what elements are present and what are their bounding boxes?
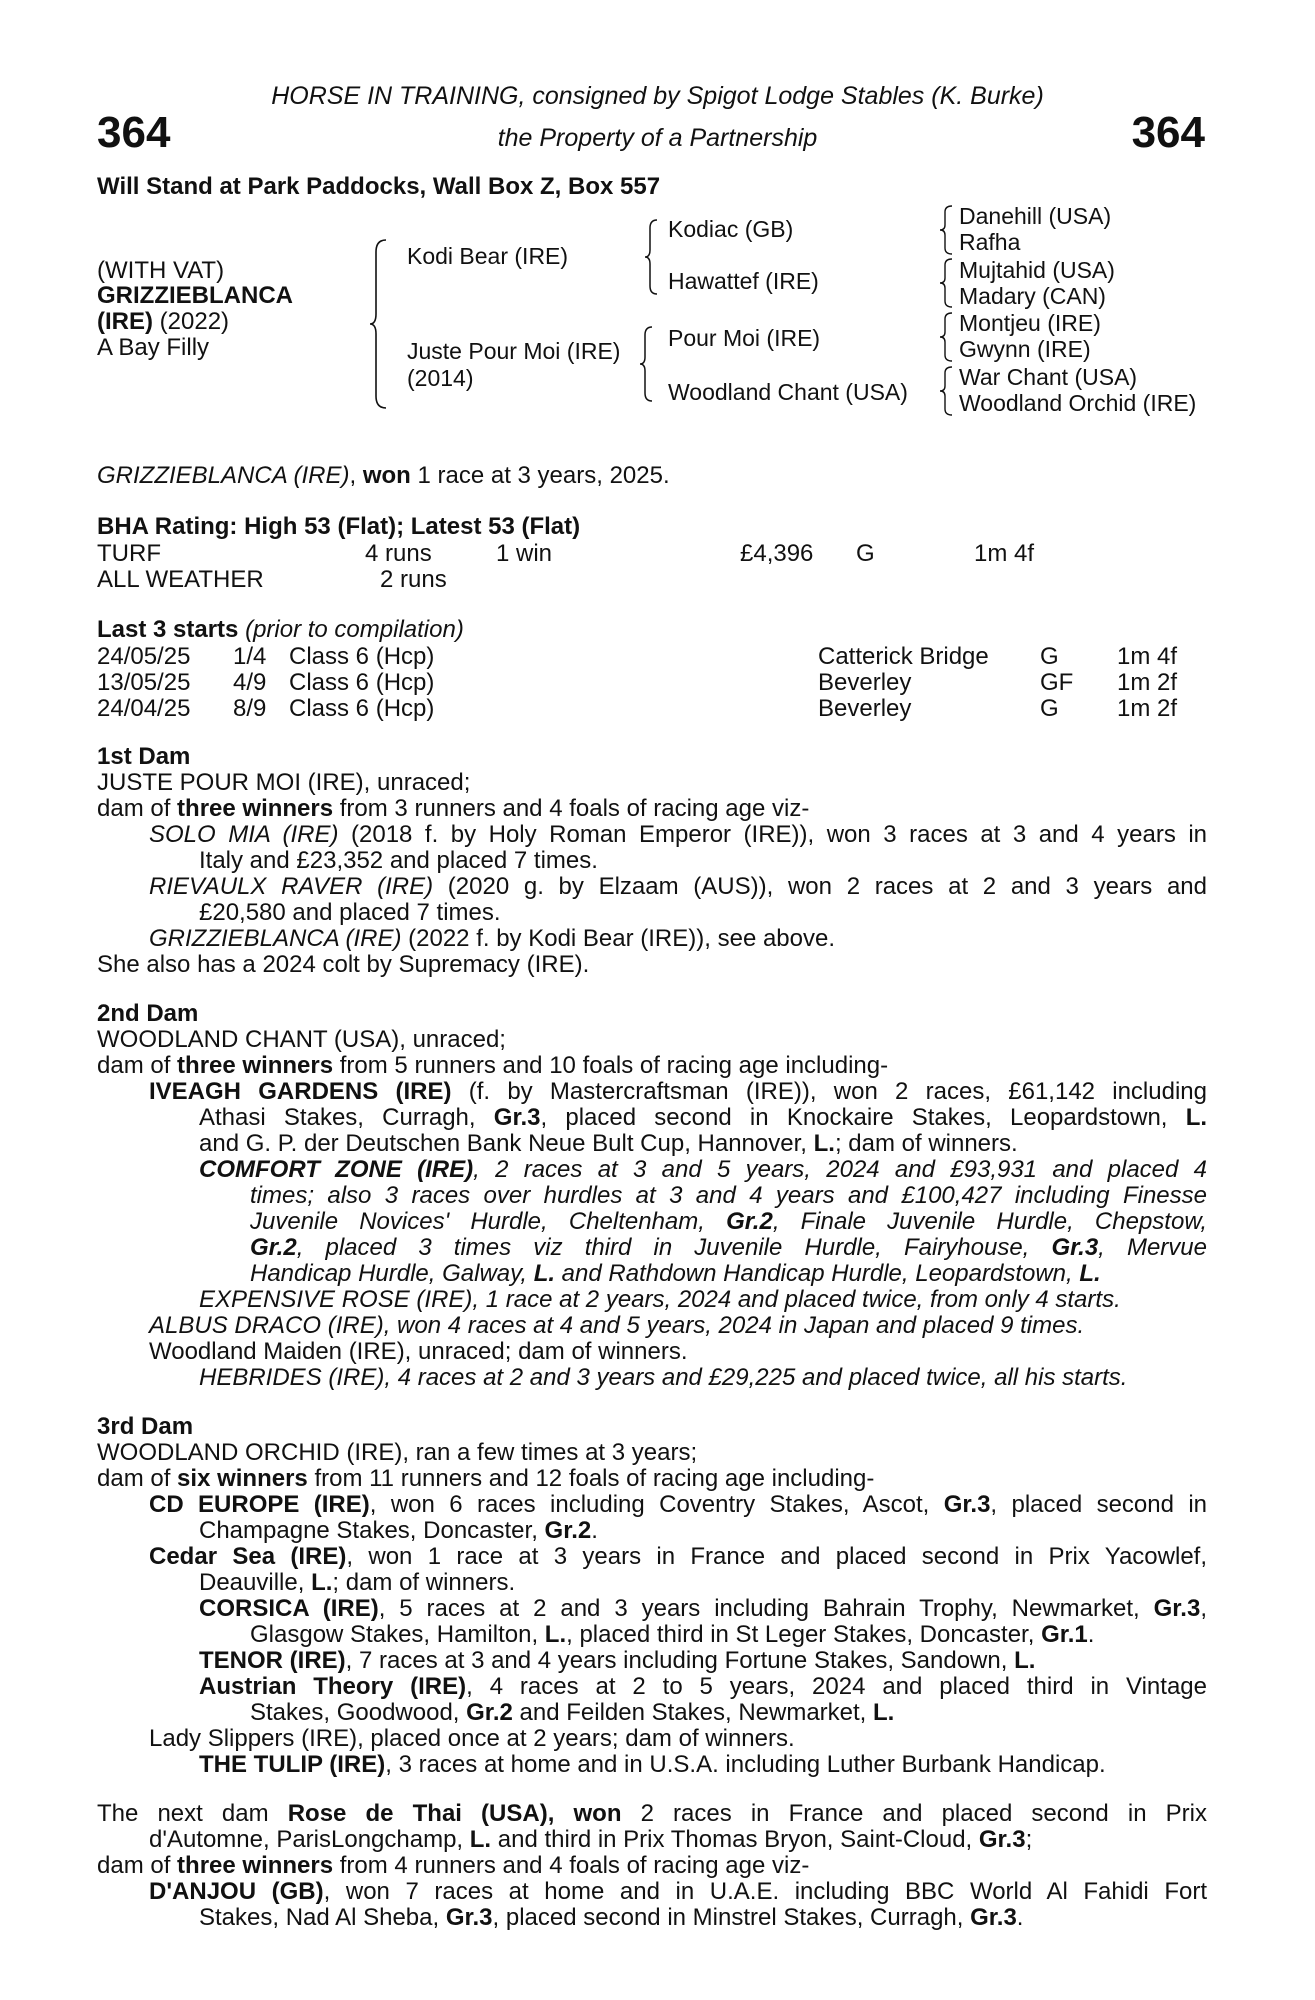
next-dam-cont — [149, 1827, 1207, 1853]
pedigree-brace-g78 — [940, 365, 954, 417]
start-position: 8/9 — [233, 695, 267, 722]
text: from 4 runners and 4 foals of racing age viz- — [333, 1852, 810, 1879]
text: , — [1200, 1595, 1207, 1622]
dam1-entry-grizzie — [149, 926, 1207, 952]
text: , placed second in — [990, 1491, 1208, 1518]
text: . — [591, 1517, 598, 1544]
pedigree-brace-main — [370, 238, 390, 410]
text: dam of — [97, 1465, 178, 1492]
horse-name: COMFORT ZONE (IRE) — [199, 1156, 474, 1183]
text: , 2 races at 3 and 5 years, 2024 and £93,931 and placed 4 — [473, 1156, 1208, 1183]
text: (2018 f. by Holy Roman Emperor (IRE)), won 3 races at 3 and 4 years in — [338, 821, 1208, 848]
winners-count: three winners — [177, 1052, 334, 1079]
text: , Finale Juvenile Hurdle, Chepstow, — [772, 1208, 1207, 1235]
dam3-cedar-sea-cont — [199, 1570, 1207, 1596]
text: from 3 runners and 4 foals of racing age viz- — [333, 795, 810, 822]
text: and G. P. der Deutschen Bank Neue Bult Cup, Hannover, — [199, 1130, 814, 1157]
text: , placed third in St Leger Stakes, Doncaster, — [566, 1621, 1042, 1648]
text: 2 races in France and placed second in Prix — [621, 1800, 1207, 1827]
start-course: Beverley — [818, 669, 912, 696]
pedigree-g8: Woodland Orchid (IRE) — [959, 390, 1197, 416]
dam1-entry-cont: £20,580 and placed 7 times. — [199, 899, 501, 926]
dam3-corsica-cont — [250, 1622, 1207, 1648]
start-class: Class 6 (Hcp) — [289, 695, 435, 722]
bha-rating: BHA Rating: High 53 (Flat); Latest 53 (Flat) — [97, 513, 581, 540]
race-summary: GRIZZIEBLANCA (IRE), won 1 race at 3 years, 2025. — [97, 462, 670, 489]
text: Deauville, — [199, 1569, 312, 1596]
text: from 11 runners and 12 foals of racing age including- — [307, 1465, 875, 1492]
pedigree-sire-sire: Kodiac (GB) — [668, 216, 794, 242]
dam2-produce — [97, 1053, 1207, 1079]
next-dam-produce — [97, 1853, 1207, 1879]
starts-note: (prior to compilation) — [238, 616, 464, 643]
pedigree-g6: Gwynn (IRE) — [959, 336, 1091, 362]
grade: Gr.1 — [1041, 1621, 1088, 1648]
start-class: Class 6 (Hcp) — [289, 669, 435, 696]
text: , 7 races at 3 and 4 years including Fortune Stakes, Sandown, — [345, 1647, 1015, 1674]
start-distance: 1m 4f — [1117, 643, 1178, 670]
text: Champagne Stakes, Doncaster, — [199, 1517, 545, 1544]
dam2-iveagh — [149, 1079, 1207, 1105]
dam3-lady-slippers: Lady Slippers (IRE), placed once at 2 years; dam of winners. — [149, 1725, 795, 1752]
pedigree-sire: Kodi Bear (IRE) — [407, 243, 569, 269]
dam3-line: WOODLAND ORCHID (IRE), ran a few times at 3 years; — [97, 1439, 698, 1466]
dam2-comfort-cont — [250, 1235, 1207, 1261]
dam2-comfort-cont — [250, 1261, 1207, 1287]
grade: L. — [1185, 1104, 1208, 1131]
text: ; — [1025, 1826, 1033, 1853]
pedigree-dam: Juste Pour Moi (IRE) — [407, 338, 621, 364]
text: Athasi Stakes, Curragh, — [199, 1104, 494, 1131]
pedigree-g5: Montjeu (IRE) — [959, 310, 1101, 336]
horse-country: (IRE) — [97, 308, 153, 335]
text: Glasgow Stakes, Hamilton, — [250, 1621, 545, 1648]
turf-going: G — [856, 540, 875, 567]
text: , 1 race at 2 years, 2024 and placed twice, from only 4 starts. — [472, 1286, 1121, 1313]
horse-name: Rose de Thai (USA) — [287, 1800, 548, 1827]
text: . — [1087, 1621, 1095, 1648]
dam3-austrian-cont — [250, 1700, 1207, 1726]
horse-name: Austrian Theory (IRE) — [199, 1673, 467, 1700]
start-date: 24/04/25 — [97, 695, 191, 722]
grade: L. — [533, 1260, 556, 1287]
start-course: Catterick Bridge — [818, 643, 989, 670]
text: (2020 g. by Elzaam (AUS)), won 2 races at 2 and 3 years and — [433, 873, 1207, 900]
grade: Gr.2 — [544, 1517, 592, 1544]
text: d'Automne, ParisLongchamp, — [149, 1826, 470, 1853]
start-going: GF — [1040, 669, 1074, 696]
text: , placed 3 times viz third in Juvenile Hurdle, Fairyhouse, — [296, 1234, 1052, 1261]
horse-name: GRIZZIEBLANCA — [97, 282, 293, 309]
next-dam-danjou-cont — [199, 1905, 1207, 1931]
horse-name: HEBRIDES (IRE) — [199, 1364, 385, 1391]
horse-name: IVEAGH GARDENS (IRE) — [149, 1078, 452, 1105]
aw-label: ALL WEATHER — [97, 566, 264, 593]
catalogue-subtitle: the Property of a Partnership — [497, 124, 818, 152]
horse-name: EXPENSIVE ROSE (IRE) — [199, 1286, 473, 1313]
grade: Gr.2 — [726, 1208, 773, 1235]
text: and Rathdown Handicap Hurdle, Leopardstown, — [555, 1260, 1080, 1287]
dam3-corsica — [199, 1596, 1207, 1622]
text: , won 4 races at 4 and 5 years, 2024 in Japan and placed 9 times. — [383, 1312, 1085, 1339]
grade: Gr.3 — [970, 1904, 1017, 1931]
horse-name: Cedar Sea (IRE) — [149, 1543, 347, 1570]
aw-runs: 2 runs — [380, 566, 447, 593]
dam1-produce — [97, 796, 1207, 822]
dam3-tenor — [199, 1648, 1207, 1674]
dam1-entry-cont: Italy and £23,352 and placed 7 times. — [199, 847, 598, 874]
dam2-iveagh-cont — [199, 1131, 1207, 1157]
horse-name: ALBUS DRACO (IRE) — [149, 1312, 384, 1339]
grade: Gr.3 — [943, 1491, 991, 1518]
text: The next dam — [97, 1800, 288, 1827]
text: , placed second in Knockaire Stakes, Leopardstown, — [540, 1104, 1186, 1131]
dam3-cedar-sea — [149, 1544, 1207, 1570]
text: , placed second in Minstrel Stakes, Curragh, — [492, 1904, 971, 1931]
start-position: 4/9 — [233, 669, 267, 696]
text: , 4 races at 2 to 5 years, 2024 and placed third in Vintage — [466, 1673, 1207, 1700]
dam2-line: WOODLAND CHANT (USA), unraced; — [97, 1026, 506, 1053]
lot-number-right: 364 — [1131, 108, 1205, 157]
pedigree-dam-year: (2014) — [407, 365, 474, 391]
grade: L. — [1079, 1260, 1101, 1287]
winners-count: three winners — [177, 1852, 334, 1879]
start-class: Class 6 (Hcp) — [289, 643, 435, 670]
summary-won: won — [362, 462, 411, 489]
turf-wins: 1 win — [496, 540, 553, 567]
horse-year: (2022) — [153, 308, 230, 335]
text: , 5 races at 2 and 3 years including Bahrain Trophy, Newmarket, — [378, 1595, 1154, 1622]
dam2-woodland-maiden: Woodland Maiden (IRE), unraced; dam of winners. — [149, 1338, 688, 1365]
dam3-produce — [97, 1466, 1207, 1492]
pedigree-g3: Mujtahid (USA) — [959, 257, 1115, 283]
grade: L. — [873, 1699, 895, 1726]
horse-name: CD EUROPE (IRE) — [149, 1491, 370, 1518]
grade: Gr.3 — [445, 1904, 493, 1931]
dam1-heading: 1st Dam — [97, 743, 191, 770]
pedigree-brace-dam — [640, 325, 654, 403]
dam3-cd-europe-cont — [199, 1518, 1207, 1544]
text: . — [1016, 1904, 1024, 1931]
grade: L. — [311, 1569, 333, 1596]
dam2-iveagh-cont — [199, 1105, 1207, 1131]
text: ; dam of winners. — [834, 1130, 1018, 1157]
text: dam of — [97, 795, 178, 822]
horse-name: D'ANJOU (GB) — [149, 1878, 324, 1905]
horse-name: GRIZZIEBLANCA (IRE) — [149, 925, 402, 952]
won: won — [573, 1800, 622, 1827]
pedigree-brace-sire — [645, 218, 659, 296]
grade: Gr.3 — [1051, 1234, 1099, 1261]
dam3-the-tulip — [199, 1752, 1207, 1778]
text: and third in Prix Thomas Bryon, Saint-Cloud, — [491, 1826, 979, 1853]
pedigree-g7: War Chant (USA) — [959, 364, 1138, 390]
text: from 5 runners and 10 foals of racing age including- — [333, 1052, 889, 1079]
horse-name: SOLO MIA (IRE) — [149, 821, 339, 848]
catalogue-title: HORSE IN TRAINING, consigned by Spigot Lodge Stables (K. Burke) — [271, 82, 1044, 110]
start-distance: 1m 2f — [1117, 669, 1178, 696]
grade: Gr.3 — [493, 1104, 541, 1131]
winners-count: three winners — [177, 795, 334, 822]
start-position: 1/4 — [233, 643, 267, 670]
dam2-comfort-cont — [250, 1183, 1207, 1209]
grade: L. — [1014, 1647, 1036, 1674]
pedigree-brace-g12 — [940, 204, 954, 256]
dam2-expensive-rose — [199, 1287, 1207, 1313]
dam3-cd-europe — [149, 1492, 1207, 1518]
text: , — [547, 1800, 574, 1827]
dam2-hebrides — [199, 1365, 1207, 1391]
horse-country-year — [97, 308, 229, 336]
text: and Feilden Stakes, Newmarket, — [512, 1699, 874, 1726]
horse-description: A Bay Filly — [97, 334, 210, 361]
text: Handicap Hurdle, Galway, — [250, 1260, 534, 1287]
pedigree-g1: Danehill (USA) — [959, 203, 1112, 229]
horse-name: CORSICA (IRE) — [199, 1595, 379, 1622]
winners-count: six winners — [177, 1465, 308, 1492]
grade: Gr.3 — [1153, 1595, 1201, 1622]
start-distance: 1m 2f — [1117, 695, 1178, 722]
pedigree-g2: Rafha — [959, 229, 1021, 255]
vat-note: (WITH VAT) — [97, 257, 225, 284]
pedigree-g4: Madary (CAN) — [959, 283, 1106, 309]
pedigree-brace-g56 — [940, 311, 954, 363]
turf-runs: 4 runs — [365, 540, 432, 567]
turf-prize: £4,396 — [740, 540, 814, 567]
starts-title: Last 3 starts — [97, 616, 239, 643]
text: dam of — [97, 1052, 178, 1079]
grade: L. — [813, 1130, 835, 1157]
grade: Gr.2 — [250, 1234, 297, 1261]
text: , Mervue — [1098, 1234, 1207, 1261]
grade: Gr.2 — [466, 1699, 513, 1726]
text: times; also 3 races over hurdles at 3 and 4 years and £100,427 including Finesse — [250, 1182, 1207, 1209]
dam1-entry-solo-mia — [149, 822, 1207, 848]
text: ; dam of winners. — [332, 1569, 516, 1596]
next-dam — [97, 1801, 1207, 1827]
lot-number-left: 364 — [97, 108, 171, 157]
start-date: 13/05/25 — [97, 669, 191, 696]
text: Juvenile Novices' Hurdle, Cheltenham, — [250, 1208, 727, 1235]
last-starts-heading — [97, 617, 1207, 643]
dam1-entry-rievaulx — [149, 874, 1207, 900]
text: (f. by Mastercraftsman (IRE)), won 2 races, £61,142 including — [451, 1078, 1207, 1105]
text: , 3 races at home and in U.S.A. including Luther Burbank Handicap. — [385, 1751, 1106, 1778]
text: , won 7 races at home and in U.A.E. including BBC World Al Fahidi Fort — [323, 1878, 1208, 1905]
stand-location: Will Stand at Park Paddocks, Wall Box Z, Box 557 — [97, 173, 661, 200]
next-dam-danjou — [149, 1879, 1207, 1905]
dam2-albus-draco — [149, 1313, 1207, 1339]
horse-name: THE TULIP (IRE) — [199, 1751, 386, 1778]
text: , won 6 races including Coventry Stakes, Ascot, — [369, 1491, 944, 1518]
pedigree-brace-g34 — [940, 257, 954, 309]
horse-name: RIEVAULX RAVER (IRE) — [149, 873, 434, 900]
pedigree-dam-dam: Woodland Chant (USA) — [668, 379, 908, 405]
dam1-note: She also has a 2024 colt by Supremacy (IRE). — [97, 951, 590, 978]
grade: L. — [469, 1826, 492, 1853]
summary-rest: 1 race at 3 years, 2025. — [410, 462, 670, 489]
text: Stakes, Goodwood, — [250, 1699, 467, 1726]
dam2-heading: 2nd Dam — [97, 1000, 199, 1027]
dam3-heading: 3rd Dam — [97, 1413, 194, 1440]
summary-horse: GRIZZIEBLANCA (IRE) — [97, 462, 350, 489]
horse-name: TENOR (IRE) — [199, 1647, 346, 1674]
text: (2022 f. by Kodi Bear (IRE)), see above. — [401, 925, 836, 952]
text: , 4 races at 2 and 3 years and £29,225 and placed twice, all his starts. — [384, 1364, 1128, 1391]
start-course: Beverley — [818, 695, 912, 722]
grade: Gr.3 — [978, 1826, 1026, 1853]
dam2-comfort-zone — [199, 1157, 1207, 1183]
pedigree-sire-dam: Hawattef (IRE) — [668, 268, 819, 294]
text: dam of — [97, 1852, 178, 1879]
grade: L. — [544, 1621, 567, 1648]
turf-distance: 1m 4f — [974, 540, 1035, 567]
start-going: G — [1040, 695, 1059, 722]
start-going: G — [1040, 643, 1059, 670]
dam1-line: JUSTE POUR MOI (IRE), unraced; — [97, 769, 471, 796]
turf-label: TURF — [97, 540, 161, 567]
start-date: 24/05/25 — [97, 643, 191, 670]
dam2-comfort-cont — [250, 1209, 1207, 1235]
dam3-austrian-theory — [199, 1674, 1207, 1700]
text: Stakes, Nad Al Sheba, — [199, 1904, 446, 1931]
pedigree-dam-sire: Pour Moi (IRE) — [668, 325, 821, 351]
text: , won 1 race at 3 years in France and placed second in Prix Yacowlef, — [346, 1543, 1208, 1570]
